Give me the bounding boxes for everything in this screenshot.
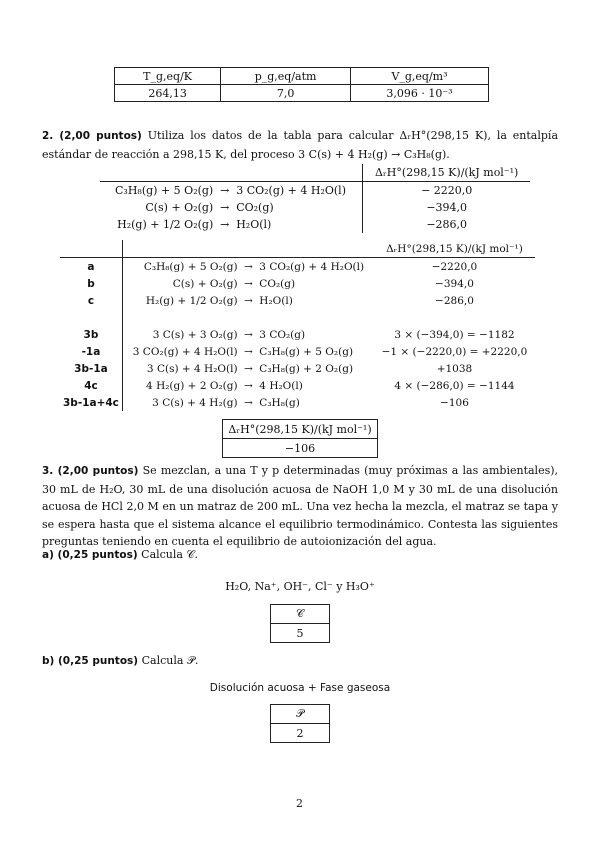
reactants: C(s) + O₂(g)	[145, 201, 214, 214]
data-table-header: ΔᵣH°(298,15 K)/(kJ mol⁻¹)	[363, 164, 530, 182]
question-2-text: Utiliza los datos de la tabla para calcular ΔᵣH°(298,15 K), la entalpía estándar de reacción a 298,15 K, del proceso 3 C(s) + 4 H₂(g) → C₃H₈(g).	[42, 129, 558, 161]
phases-value: 2	[271, 724, 330, 743]
question-2-number: 2. (2,00 puntos)	[42, 130, 142, 142]
reactants: 3 CO₂(g) + 4 H₂O(l)	[132, 345, 238, 358]
result-value: −106	[223, 439, 378, 458]
arrow: →	[244, 345, 253, 358]
reactants: H₂(g) + 1/2 O₂(g)	[145, 294, 238, 307]
equilibrium-gas-table	[114, 67, 489, 102]
enthalpy-value: −286,0	[435, 294, 474, 307]
reactants: H₂(g) + 1/2 O₂(g)	[117, 218, 214, 231]
arrow: →	[220, 201, 230, 214]
phases-header: 𝒫	[271, 705, 330, 724]
products: C₃H₈(g) + 2 O₂(g)	[259, 362, 354, 375]
question-3-text: Se mezclan, a una T y p determinadas (muy próximas a las ambientales), 30 mL de H₂O, 30 mL de una disolución acuosa de NaOH 1,0 M y 30 mL de una disolución acuosa de HCl 2,0 M en un matraz de 200 mL. Una vez hecha la mezcla, el matraz se tapa y se espera hasta que el sistema alcance el equilibrio termodinámico. Contesta las siguientes preguntas teniendo en cuenta el equilibrio de autoionización del agua.	[42, 464, 559, 548]
enthalpy-value: +1038	[436, 362, 473, 375]
table-row	[60, 258, 535, 276]
arrow: →	[244, 396, 253, 409]
row-label: a	[60, 258, 122, 276]
components-value: 5	[271, 624, 330, 643]
products: 4 H₂O(l)	[259, 379, 303, 392]
row-label: 3b-1a+4c	[60, 394, 122, 411]
question-3a-text: Calcula 𝒞.	[141, 548, 198, 561]
table-row	[60, 326, 535, 343]
products	[256, 309, 374, 326]
reactants: 3 C(s) + 4 H₂(g)	[152, 396, 238, 409]
products: 3 CO₂(g) + 4 H₂O(l)	[236, 184, 346, 197]
components-table	[270, 604, 330, 643]
page-number: 2	[296, 797, 303, 810]
arrow: →	[244, 260, 253, 273]
question-3b	[42, 652, 558, 671]
arrow: →	[244, 294, 253, 307]
products: C₃H₈(g) + 5 O₂(g)	[259, 345, 354, 358]
enthalpy-value: −106	[440, 396, 469, 409]
solution-header: ΔᵣH°(298,15 K)/(kJ mol⁻¹)	[374, 240, 535, 258]
reactants: C₃H₈(g) + 5 O₂(g)	[115, 184, 214, 197]
reactants: C(s) + O₂(g)	[172, 277, 238, 290]
row-label: 4c	[60, 377, 122, 394]
reactants: 3 C(s) + 3 O₂(g)	[152, 328, 238, 341]
question-3b-text: Calcula 𝒫.	[141, 654, 199, 667]
enthalpy-value	[374, 309, 535, 326]
enthalpy-value: −286,0	[363, 216, 530, 233]
row-label: 3b	[60, 326, 122, 343]
phases-table	[270, 704, 330, 743]
species-list: H₂O, Na⁺, OH⁻, Cl⁻ y H₃O⁺	[225, 580, 375, 593]
question-3b-label: b) (0,25 puntos)	[42, 655, 139, 667]
row-label	[60, 309, 122, 326]
products: CO₂(g)	[259, 277, 296, 290]
table-row	[60, 377, 535, 394]
products: H₂O(l)	[236, 218, 272, 231]
row-label: 3b-1a	[60, 360, 122, 377]
products: 3 CO₂(g) + 4 H₂O(l)	[259, 260, 365, 273]
table-row	[100, 182, 530, 200]
arrow: →	[244, 362, 253, 375]
arrow: →	[244, 277, 253, 290]
enthalpy-value: 3 × (−394,0) = −1182	[394, 328, 515, 341]
result-table	[222, 419, 378, 458]
reactants: C₃H₈(g) + 5 O₂(g)	[143, 260, 238, 273]
products: H₂O(l)	[259, 294, 293, 307]
table-row	[60, 360, 535, 377]
products: C₃H₈(g)	[259, 396, 300, 409]
value-pressure: 7,0	[221, 85, 351, 102]
arrow: →	[220, 184, 230, 197]
reactants: 3 C(s) + 4 H₂O(l)	[146, 362, 238, 375]
arrow: →	[220, 218, 230, 231]
question-3a-label: a) (0,25 puntos)	[42, 549, 138, 561]
row-label: -1a	[60, 343, 122, 360]
question-2	[42, 127, 558, 163]
table-row	[60, 394, 535, 411]
enthalpy-value: −394,0	[363, 199, 530, 216]
header-pressure: p_g,eq/atm	[221, 68, 351, 85]
row-label: b	[60, 275, 122, 292]
reactants: 4 H₂(g) + 2 O₂(g)	[146, 379, 238, 392]
question-3a	[42, 546, 558, 565]
table-row	[100, 216, 530, 233]
enthalpy-value: 4 × (−286,0) = −1144	[394, 379, 515, 392]
arrow: →	[244, 328, 253, 341]
header-volume: V_g,eq/m³	[350, 68, 488, 85]
row-label: c	[60, 292, 122, 309]
question-3	[42, 462, 558, 551]
question-3-number: 3. (2,00 puntos)	[42, 465, 139, 477]
table-row	[60, 309, 535, 326]
header-temperature: T_g,eq/K	[115, 68, 221, 85]
table-row	[60, 275, 535, 292]
enthalpy-value: −1 × (−2220,0) = +2220,0	[381, 345, 528, 358]
enthalpy-value: − 2220,0	[363, 182, 530, 200]
components-header: 𝒞	[271, 605, 330, 624]
data-reactions-table	[100, 164, 530, 233]
table-row	[60, 292, 535, 309]
result-header: ΔᵣH°(298,15 K)/(kJ mol⁻¹)	[223, 420, 378, 439]
products: 3 CO₂(g)	[259, 328, 306, 341]
arrow: →	[244, 379, 253, 392]
products: CO₂(g)	[236, 201, 274, 214]
phases-list: Disolución acuosa + Fase gaseosa	[209, 682, 391, 694]
value-volume: 3,096 · 10⁻³	[350, 85, 488, 102]
solution-table	[60, 240, 535, 411]
table-row	[60, 343, 535, 360]
table-row	[100, 199, 530, 216]
reactants	[122, 309, 240, 326]
arrow	[241, 309, 257, 326]
enthalpy-value: −394,0	[435, 277, 474, 290]
value-temperature: 264,13	[115, 85, 221, 102]
enthalpy-value: −2220,0	[431, 260, 478, 273]
